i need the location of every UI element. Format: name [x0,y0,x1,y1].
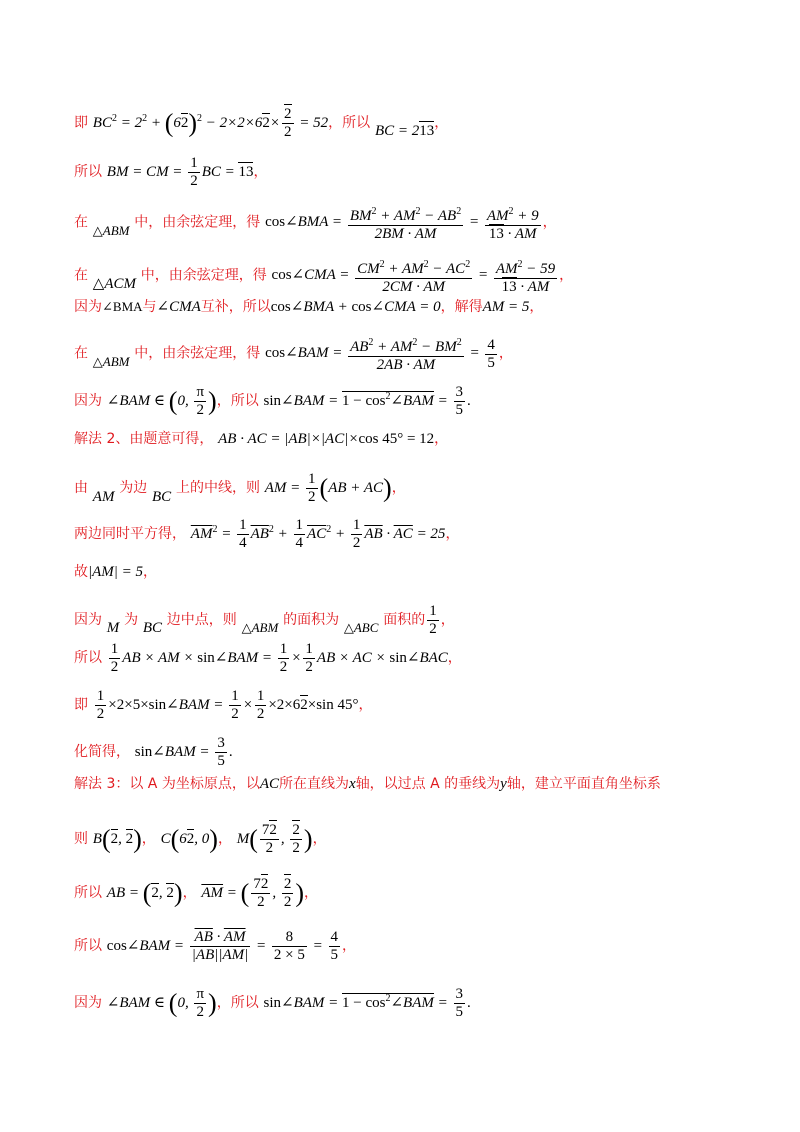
solution-line-18: 所以 AB = (2, 2)， $\overline{AM}$ = ( $\frac{72}{2}$ , $\frac{2}{2}$ )， [74,876,318,910]
solution-line-13: 所以 $\frac{1}{2}$ AB × AM × sin∠BAM = $\frac{1}{2}$ × $\frac{1}{2}$ AB × AC × sin∠BAC， [74,641,462,675]
solution-line-9: 由 AM 为边 BC 上的中线，则 AM = $\frac{1}{2}$ (AB + AC)， [74,471,406,505]
solution-line-16: 解法 3：以 A 为坐标原点，以AC所在直线为x轴，以过点 A 的垂线为y轴，建立平面直角坐标系 [74,776,661,792]
solution-line-8: 解法 2、由题意可得， AB · AC = |AB|×|AC|×cos 45° = 12， [74,431,449,447]
solution-line-7: 因为 ∠BAM ∈ (0, $\frac{\pi}{2}$ )，所以 sin∠BAM = $1 - \cos^2\angle BAM$ = $\frac{3}{5}$ . [74,384,471,418]
solution-line-12: 因为 M 为 BC 边中点，则 △ABM 的面积为 △ABC 面积的 $\frac{1}{2}$ ， [74,603,455,637]
solution-line-3: 在 △ABM 中，由余弦定理，得 cos∠BMA = $\frac{BM^2 + AM^2 - AB^2}{2BM \cdot AM}$ = $\frac{AM^2 + 9}{13 \cdot AM}$ ， [74,203,557,243]
solution-line-4: 在 △ACM 中，由余弦定理，得 cos∠CMA = $\frac{CM^2 + AM^2 - AC^2}{2CM \cdot AM}$ = $\frac{AM^2 - 59}{13 \cdot AM}$ ， [74,256,573,296]
solution-line-15: 化简得， sin∠BAM = $\frac{3}{5}$ . [74,735,233,769]
solution-line-20: 因为 ∠BAM ∈ (0, $\frac{\pi}{2}$ )，所以 sin∠BAM = $1 - \cos^2\angle BAM$ = $\frac{3}{5}$ . [74,986,471,1020]
solution-line-2: 所以 BM = CM = $\frac{1}{2}$ BC = 13， [74,155,268,189]
solution-line-11: 故|AM| = 5， [74,564,158,580]
solution-line-1: 即 $BC^2 = 2^2 + (62)^2 - 2\times 2\times 62\times$ $\frac{2}{2}$ = 52，所以 BC = 213， [74,106,449,140]
solution-line-14: 即 $\frac{1}{2}$ ×2×5×sin∠BAM = $\frac{1}{2}$ × $\frac{1}{2}$ ×2×62×sin 45°， [74,688,373,722]
solution-line-19: 所以 cos∠BAM = $\frac{\overline{AB} \cdot \overline{AM}}{|AB||\overline{AM}|}$ = $\frac{8}{2 \times 5}$ = $\frac{4}{5}$ ， [74,929,357,963]
solution-line-6: 在 △ABM 中，由余弦定理，得 cos∠BAM = $\frac{AB^2 + AM^2 - BM^2}{2AB \cdot AM}$ = $\frac{4}{5}$ ， [74,334,513,374]
solution-line-17: 则 B(2, 2)， C(62, 0)， M( $\frac{72}{2}$ , $\frac{2}{2}$ )， [74,822,327,856]
solution-line-10: 两边同时平方得， $\overline{AM}^2$ = $\frac{1}{4}$ $\overline{AB}^2$ + $\frac{1}{4}$ $\overline{AC}^2$ + $\frac{1}{2}$ $\overline{AB} \cdot \overline{AC} = 25$， [74,517,460,551]
solution-line-5: 因为∠BMA与∠CMA互补，所以cos∠BMA + cos∠CMA = 0，解得AM = 5， [74,299,544,315]
